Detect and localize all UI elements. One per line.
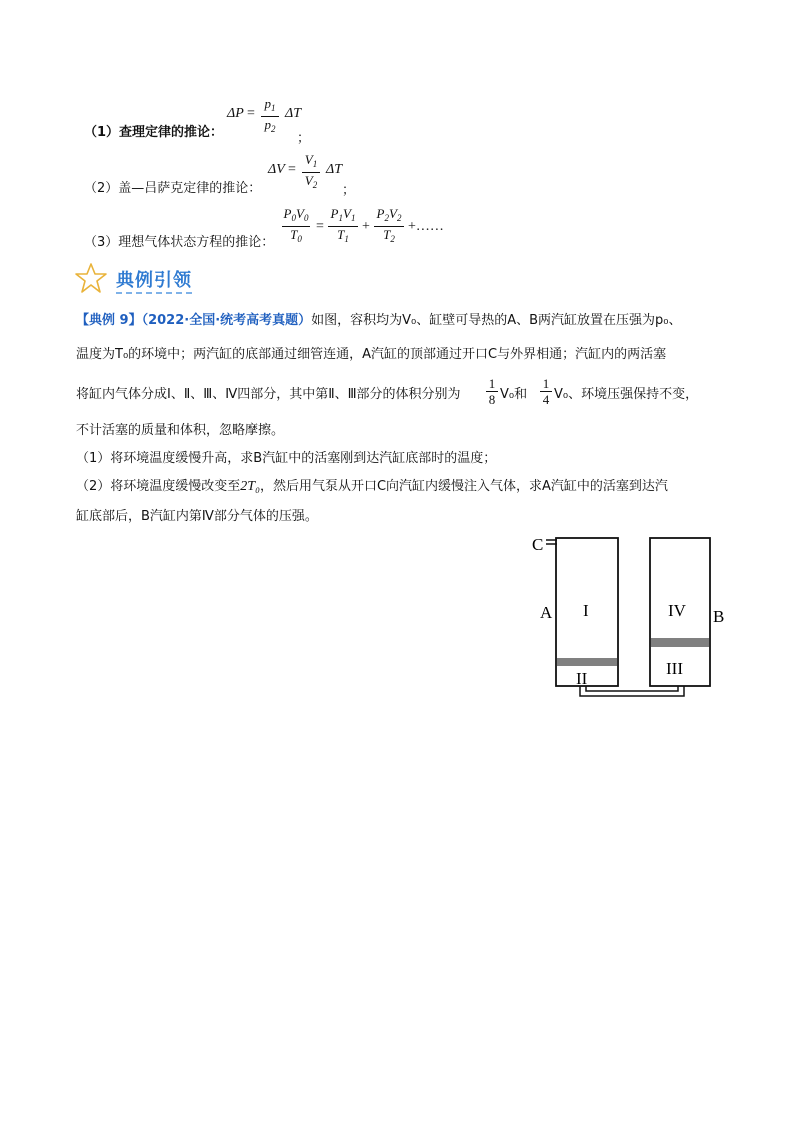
formula-ideal-gas: $\frac{P_0V_0}{T_0}$ = $\frac{P_1V_1}{T_1}$ + $\frac{P_2V_2}{T_2}$ +…… bbox=[282, 206, 442, 250]
formula-sep-1: ； bbox=[297, 131, 311, 146]
example-source: （2022·全国·统考高考真题） bbox=[141, 313, 312, 328]
label-b: B bbox=[713, 607, 725, 626]
star-outline-icon bbox=[74, 262, 108, 294]
question-2-cont: 缸底部后，B汽缸内第Ⅳ部分气体的压强。 bbox=[76, 509, 318, 524]
example-line-2: 温度为T₀的环境中；两汽缸的底部通过细管连通，A汽缸的顶部通过开口C与外界相通；汽缸内的两活塞 bbox=[76, 347, 667, 362]
section-heading: 典例引领 bbox=[116, 270, 192, 291]
label-i: I bbox=[583, 601, 589, 620]
heading-underline bbox=[116, 292, 192, 294]
formula-sep-2: ； bbox=[342, 183, 356, 198]
cylinder-diagram bbox=[520, 530, 740, 710]
fraction-one-eighth: $\frac{1}{8}$ bbox=[486, 376, 498, 407]
question-2: （2）将环境温度缓慢改变至2T₀，然后用气泵从开口C向汽缸内缓慢注入气体，求A汽缸中的活塞到达汽 bbox=[76, 479, 668, 494]
piston-b bbox=[651, 638, 709, 647]
fraction-one-quarter: $\frac{1}{4}$ bbox=[540, 376, 552, 407]
label-iii: III bbox=[666, 659, 683, 678]
example-line-4: 不计活塞的质量和体积，忽略摩擦。 bbox=[76, 423, 285, 438]
label-ii: II bbox=[576, 669, 588, 688]
label-c: C bbox=[532, 535, 544, 554]
example-tag: 【典例 9】 bbox=[76, 313, 142, 328]
label-iv: IV bbox=[668, 601, 686, 620]
example-line-3: 将缸内气体分成Ⅰ、Ⅱ、Ⅲ、Ⅳ四部分，其中第Ⅱ、Ⅲ部分的体积分别为 bbox=[76, 387, 461, 402]
example-line-1: 【典例 9】（2022·全国·统考高考真题）如图，容积均为V₀、缸壁可导热的A、B两汽缸放置在压强为p₀、 bbox=[76, 313, 682, 328]
formula-item-1: （1）查理定律的推论： bbox=[84, 125, 224, 140]
label-a: A bbox=[540, 603, 553, 622]
example-line-3-end: V₀、环境压强保持不变， bbox=[554, 387, 699, 402]
piston-a bbox=[557, 658, 617, 666]
question-1: （1）将环境温度缓慢升高，求B汽缸中的活塞刚到达汽缸底部时的温度； bbox=[76, 451, 497, 466]
formula-item-2: （2）盖—吕萨克定律的推论： bbox=[84, 181, 262, 196]
formula-item-3: （3）理想气体状态方程的推论： bbox=[84, 235, 275, 250]
example-line-3-mid: V₀和 bbox=[500, 387, 528, 402]
